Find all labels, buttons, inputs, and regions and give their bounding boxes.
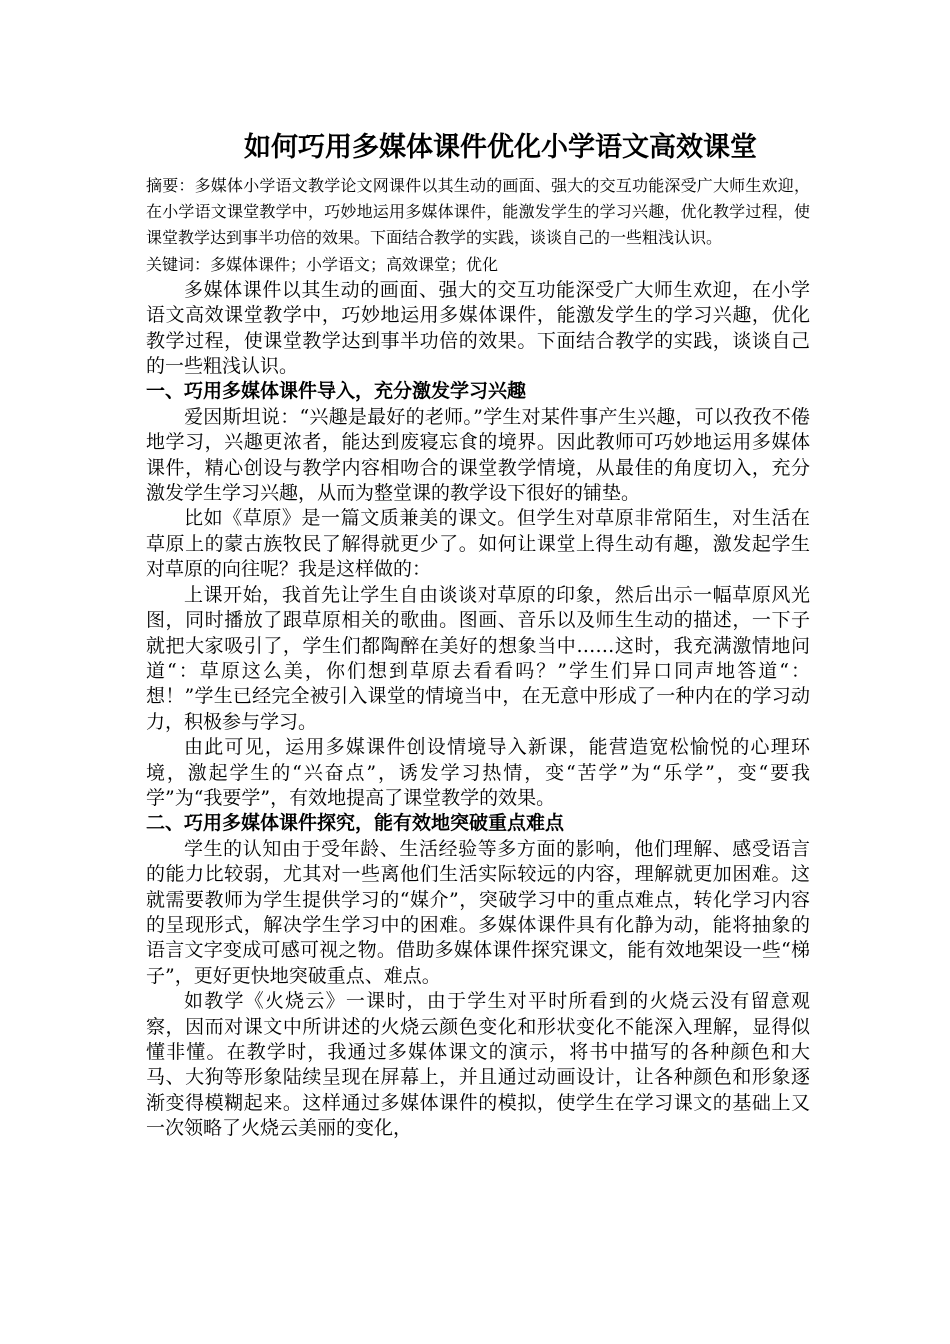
- intro-paragraph: 多媒体课件以其生动的画面、强大的交互功能深受广大师生欢迎，在小学语文高效课堂教学中，巧妙地运用多媒体课件，能激发学生的学习兴趣，优化教学过程，使课堂教学达到事半功倍的效果。下面结合教学的实践，谈谈自己的一些粗浅认识。: [146, 278, 810, 378]
- section-2-paragraph-1: 学生的认知由于受年龄、生活经验等多方面的影响，他们理解、感受语言的能力比较弱，尤其对一些离他们生活实际较远的内容，理解就更加困难。这就需要教师为学生提供学习的“媒介”，突破学习中的重点难点，转化学习内容的呈现形式，解决学生学习中的困难。多媒体课件具有化静为动，能将抽象的语言文字变成可感可视之物。借助多媒体课件探究课文，能有效地架设一些“梯子”，更好更快地突破重点、难点。: [146, 837, 810, 987]
- section-1-paragraph-2: 比如《草原》是一篇文质兼美的课文。但学生对草原非常陌生，对生活在草原上的蒙古族牧民了解得就更少了。如何让课堂上得生动有趣，激发起学生对草原的向往呢？我是这样做的：: [146, 507, 810, 581]
- section-2-heading: 二、巧用多媒体课件探究，能有效地突破重点难点: [146, 812, 565, 835]
- section-1-paragraph-4: 由此可见，运用多媒课件创设情境导入新课，能营造宽松愉悦的心理环境，激起学生的“兴奋点”，诱发学习热情，变“苦学”为“乐学”，变“要我学”为“我要学”，有效地提高了课堂教学的效果。: [146, 736, 810, 809]
- section-1-paragraph-1: 爱因斯坦说：“兴趣是最好的老师。”学生对某件事产生兴趣，可以孜孜不倦地学习，兴趣更浓者，能达到废寝忘食的境界。因此教师可巧妙地运用多媒体课件，精心创设与教学内容相吻合的课堂教学情境，从最佳的角度切入，充分激发学生学习兴趣，从而为整堂课的教学设下很好的铺垫。: [146, 405, 810, 505]
- section-1-heading: 一、巧用多媒体课件导入，充分激发学习兴趣: [146, 380, 527, 403]
- document-title: 如何巧用多媒体课件优化小学语文高效课堂: [244, 132, 757, 163]
- keywords: 关键词：多媒体课件；小学语文；高效课堂；优化: [146, 254, 499, 274]
- abstract: 摘要：多媒体小学语文教学论文网课件以其生动的画面、强大的交互功能深受广大师生欢迎，在小学语文课堂教学中，巧妙地运用多媒体课件，能激发学生的学习兴趣，优化教学过程，使课堂教学达到事半功倍的效果。下面结合教学的实践，谈谈自己的一些粗浅认识。: [146, 176, 810, 248]
- document-page: [146, 128, 810, 1142]
- section-1-paragraph-3: 上课开始，我首先让学生自由谈谈对草原的印象，然后出示一幅草原风光图，同时播放了跟草原相关的歌曲。图画、音乐以及师生生动的描述，一下子就把大家吸引了，学生们都陶醉在美好的想象当中……这时，我充满激情地问道“：草原这么美，你们想到草原去看看吗？”学生们异口同声地答道“：想！”学生已经完全被引入课堂的情境当中，在无意中形成了一种内在的学习动力，积极参与学习。: [146, 583, 810, 733]
- section-2-paragraph-2: 如教学《火烧云》一课时，由于学生对平时所看到的火烧云没有留意观察，因而对课文中所讲述的火烧云颜色变化和形状变化不能深入理解，显得似懂非懂。在教学时，我通过多媒体课文的演示，将书中描写的各种颜色和大马、大狗等形象陆续呈现在屏幕上，并且通过动画设计，让各种颜色和形象逐渐变得模糊起来。这样通过多媒体课件的模拟，使学生在学习课文的基础上又一次领略了火烧云美丽的变化，: [146, 990, 810, 1140]
